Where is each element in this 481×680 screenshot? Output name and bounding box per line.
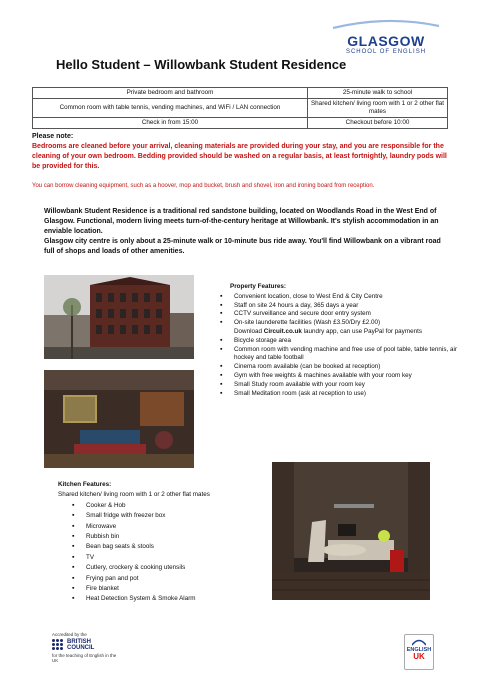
list-item: ▪ Cinema room available (can be booked at reception) bbox=[216, 363, 466, 372]
launderette-text: On-site launderette facilities (Wash £3.50/Dry £2.00) bbox=[234, 319, 381, 327]
english-uk-logo bbox=[404, 634, 434, 670]
list-item: ▪ Microwave bbox=[58, 522, 268, 532]
laundry-note-pre: Download bbox=[234, 327, 264, 335]
note-paragraph-equipment: You can borrow cleaning equipment, such as a hoover, mop and bucket, brush and shovel, iron and ironing board from reception. bbox=[32, 183, 375, 189]
english-uk-text: ENGLISH bbox=[406, 647, 432, 653]
accreditation bbox=[52, 632, 122, 663]
uk-text: UK bbox=[413, 652, 425, 661]
kitchen-features-list bbox=[58, 501, 268, 605]
list-item: ▪ Fire blanket bbox=[58, 584, 268, 594]
intro-text bbox=[44, 207, 444, 257]
list-item: ▪ Rubbish bin bbox=[58, 532, 268, 542]
logo-swoosh-icon bbox=[327, 19, 445, 29]
list-item: ▪ Small fridge with freezer box bbox=[58, 511, 268, 521]
circuit-link[interactable]: Circuit.co.uk bbox=[263, 327, 302, 335]
kitchen-subheading: Shared kitchen/ living room with 1 or 2 other flat mates bbox=[58, 491, 210, 499]
table-row bbox=[33, 118, 448, 129]
glasgow-logo bbox=[326, 16, 446, 56]
building-photo bbox=[44, 275, 194, 359]
laundry-note-post: laundry app, can use PayPal for payments bbox=[301, 327, 422, 335]
list-item: ▪ Frying pan and pot bbox=[58, 574, 268, 584]
list-item: ▪ Staff on site 24 hours a day, 365 days a year bbox=[216, 302, 466, 311]
british-council-dots-icon bbox=[52, 639, 64, 651]
english-uk-mark-icon bbox=[412, 638, 426, 646]
kitchen-photo bbox=[272, 462, 430, 600]
list-item bbox=[216, 319, 466, 337]
table-cell: 25-minute walk to school bbox=[308, 88, 448, 99]
table-cell: Private bedroom and bathroom bbox=[33, 88, 308, 99]
list-item: ▪ Bicycle storage area bbox=[216, 337, 466, 346]
table-cell: Check in from 15:00 bbox=[33, 118, 308, 129]
intro-paragraph: Willowbank Student Residence is a traditional red sandstone building, located on Woodlands Road in the West End of Glasgow. Functional, modern living meets turn-of-the-century heritage at Willowbank. It's stylish accommodation in an enviable location. bbox=[44, 208, 439, 235]
list-item: ▪ Common room with vending machine and free use of pool table, table tennis, air hockey and table football bbox=[216, 346, 466, 364]
list-item: ▪ CCTV surveillance and secure door entry system bbox=[216, 310, 466, 319]
accreditation-label: Accredited by the bbox=[52, 632, 87, 637]
intro-paragraph: Glasgow city centre is only about a 25-minute walk or 10-minute bus ride away. You'll find Willowbank on a vibrant road full of shops and loads of other amenities. bbox=[44, 238, 441, 255]
table-row bbox=[33, 99, 448, 118]
list-item: ▪ Cooker & Hob bbox=[58, 501, 268, 511]
list-item: ▪ Convenient location, close to West End & City Centre bbox=[216, 293, 466, 302]
kitchen-features-heading: Kitchen Features: bbox=[58, 481, 112, 488]
common-room-photo bbox=[44, 370, 194, 468]
list-item: ▪ Heat Detection System & Smoke Alarm bbox=[58, 594, 268, 604]
accreditation-note: for the teaching of English in the UK bbox=[52, 653, 117, 663]
list-item: ▪ Bean bag seats & stools bbox=[58, 542, 268, 552]
british-council-logo bbox=[52, 639, 122, 651]
info-table bbox=[32, 87, 448, 129]
table-cell: Common room with table tennis, vending machines, and WiFi / LAN connection bbox=[33, 99, 308, 118]
logo-name: GLASGOW bbox=[347, 33, 425, 49]
bc-line1: BRITISH bbox=[67, 639, 91, 645]
table-row bbox=[33, 88, 448, 99]
logo-subtitle: SCHOOL OF ENGLISH bbox=[345, 49, 427, 55]
list-item: ▪ TV bbox=[58, 553, 268, 563]
kitchen-features bbox=[58, 480, 268, 605]
property-features-heading: Property Features: bbox=[230, 283, 286, 290]
note-paragraph: Bedrooms are cleaned before your arrival, cleaning materials are provided during your stay, and you are responsible for the cleaning of your own bedroom. Bedding provided should be washed on a regular basis, at least fortnightly, laundry pods will be provided for this. bbox=[32, 143, 447, 170]
table-cell: Shared kitchen/ living room with 1 or 2 other flat mates bbox=[308, 99, 448, 118]
british-council-text bbox=[67, 639, 94, 651]
list-item: ▪ Gym with free weights & machines available with your room key bbox=[216, 372, 466, 381]
property-features-list bbox=[216, 293, 466, 399]
table-cell: Checkout before 10:00 bbox=[308, 118, 448, 129]
list-item: ▪ Cutlery, crockery & cooking utensils bbox=[58, 563, 268, 573]
note-heading: Please note: bbox=[32, 133, 74, 140]
property-features bbox=[216, 283, 466, 398]
list-item: ▪ Small Meditation room (ask at reception to use) bbox=[216, 390, 466, 399]
list-item: ▪ Small Study room available with your room key bbox=[216, 381, 466, 390]
bc-line2: COUNCIL bbox=[67, 645, 95, 651]
page-title: Hello Student – Willowbank Student Residence bbox=[56, 57, 347, 72]
